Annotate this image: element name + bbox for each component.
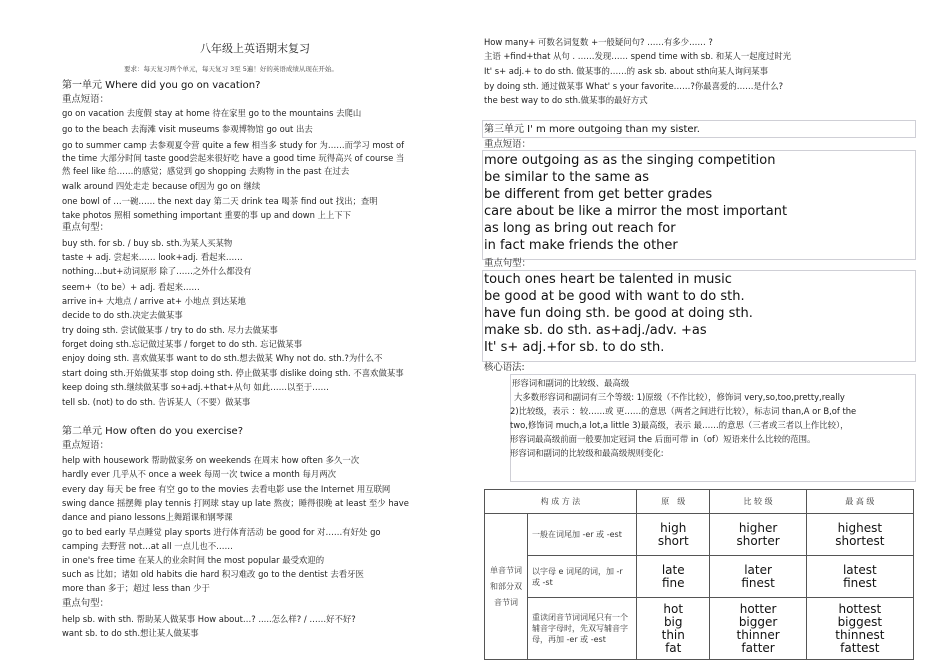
unit1-phrase-line: one bowl of …一碗…… the next day 第二天 drink tea 喝茶 find out 找出；查明	[62, 196, 378, 206]
superlative-cell: highest shortest	[806, 514, 913, 556]
unit2-phrase-line: hardly ever 几乎从不 once a week 每周一次 twice a month 每月两次	[62, 469, 337, 479]
table-header-cell: 原 级	[637, 490, 710, 514]
table-header-cell: 最 高 级	[806, 490, 913, 514]
unit1-phrase-line: go to summer camp 去参观夏令营 quite a few 相当多 study for 为……而学习 most of	[62, 140, 405, 150]
unit2-phrase-line: swing dance 摇摆舞 play tennis 打网球 stay up late 熬夜；睡得很晚 at least 至少 have	[62, 498, 409, 508]
unit2-phrase-line: more than 多于；超过 less than 少于	[62, 583, 210, 593]
unit2-phrase-line: such as 比如；诸如 old habits die hard 积习难改 go to the dentist 去看牙医	[62, 569, 364, 579]
rule-cell: 一般在词尾加 -er 或 -est	[528, 514, 637, 556]
document-subtitle: 要求：每天复习两个单元，每天复习 3至 5遍！好的英语成绩从现在开始。	[124, 65, 338, 73]
unit1-sentences-label: 重点句型：	[62, 222, 109, 233]
unit1-sentence-line: nothing…but+动词原形 除了……之外什么都没有	[62, 266, 252, 276]
unit3-sentence-line: have fun doing sth. be good at doing sth.	[484, 306, 753, 321]
base-form-cell: high short	[637, 514, 710, 556]
unit1-sentence-line: taste + adj. 尝起来…… look+adj. 看起来……	[62, 252, 243, 262]
document-title: 八年级上英语期末复习	[200, 42, 310, 55]
unit3-sentences-label: 重点句型：	[484, 258, 531, 269]
unit1-sentence-line: seem+（to be）+ adj. 看起来……	[62, 282, 200, 292]
unit1-phrase-line: 然 feel like 给……的感觉；感觉到 go shopping 去购物 in the past 在过去	[62, 166, 350, 176]
unit1-heading: 第一单元 Where did you go on vacation?	[62, 80, 261, 91]
table-header-cell: 构 成 方 法	[485, 490, 637, 514]
unit3-phrase-line: in fact make friends the other	[484, 238, 678, 253]
unit2-phrase-line: go to bed early 早点睡觉 play sports 进行体育活动 be good for 对……有好处 go	[62, 527, 381, 537]
right-top-line: 主语 +find+that 从句 . ……发现…… spend time with sb. 和某人一起度过时光	[484, 51, 792, 61]
unit3-phrase-line: care about be like a mirror the most important	[484, 204, 788, 219]
right-top-line: It' s+ adj.+ to do sth. 做某事的……的 ask sb. about sth向某人询问某事	[484, 66, 769, 76]
grammar-label: 核心语法:	[484, 362, 525, 373]
unit2-phrases-label: 重点短语：	[62, 440, 109, 451]
unit1-phrases-label: 重点短语：	[62, 94, 109, 105]
rule-cell: 以字母 e 词尾的词，加 -r 或 -st	[528, 556, 637, 598]
table-row	[485, 556, 914, 598]
grammar-line: 形容词最高级前面一般要加定冠词 the 后面可带 in（of）短语来什么比较的范围。	[510, 434, 816, 444]
unit2-phrase-line: every day 每天 be free 有空 go to the movies 去看电影 use the Internet 用互联网	[62, 484, 391, 494]
grammar-line: two,修饰词 much,a lot,a little 3)最高级，表示 最……的意思（三者或三者以上作比较），	[510, 420, 849, 430]
unit1-sentence-line: buy sth. for sb. / buy sb. sth.为某人买某物	[62, 238, 233, 248]
unit1-phrase-line: go to the beach 去海滩 visit museums 参观博物馆 go out 出去	[62, 124, 313, 134]
unit1-phrase-line: the time 大部分时间 taste good尝起来很好吃 have a good time 玩得高兴 of course 当	[62, 153, 405, 163]
rule-cell: 重读闭音节词词尾只有一个辅音字母时，先双写辅音字母，再加 -er 或 -est	[528, 598, 637, 660]
unit2-sentence-line: want sb. to do sth.想让某人做某事	[62, 628, 199, 638]
grammar-line: 2)比较级，表示 ：较……或 更……的意思（两者之间进行比较），标志词 than,A or B,of the	[510, 406, 857, 416]
unit3-sentence-line: It' s+ adj.+for sb. to do sth.	[484, 340, 665, 355]
comparative-cell: later finest	[710, 556, 806, 598]
table-header-cell: 比 较 级	[710, 490, 806, 514]
unit2-phrase-line: dance and piano lessons上舞蹈课和钢琴课	[62, 512, 233, 522]
unit3-phrases-label: 重点短语：	[484, 139, 531, 150]
unit3-sentence-line: make sb. do sth. as+adj./adv. +as	[484, 323, 707, 338]
unit3-sentence-line: touch ones heart be talented in music	[484, 272, 732, 287]
unit2-phrase-line: in one's free time 在某人的业余时间 the most popular 最受欢迎的	[62, 555, 325, 565]
comparison-table	[484, 489, 914, 660]
unit2-phrase-line: help with housework 帮助做家务 on weekends 在周末 how often 多久一次	[62, 455, 360, 465]
unit1-phrase-line: go on vacation 去度假 stay at home 待在家里 go to the mountains 去爬山	[62, 108, 362, 118]
unit1-sentence-line: enjoy doing sth. 喜欢做某事 want to do sth.想去做某 Why not do. sth.?为什么不	[62, 353, 383, 363]
group-label-cell: 单音节词和部分双音节词	[485, 514, 528, 660]
unit1-phrase-line: walk around 四处走走 because of因为 go on 继续	[62, 181, 261, 191]
unit3-phrase-line: more outgoing as as the singing competition	[484, 153, 776, 168]
unit1-sentence-line: keep doing sth.继续做某事 so+adj.+that+从句 如此……以至于……	[62, 382, 329, 392]
unit2-sentences-label: 重点句型：	[62, 598, 109, 609]
unit3-heading: 第三单元 I' m more outgoing than my sister.	[484, 124, 700, 135]
unit3-sentence-line: be good at be good with want to do sth.	[484, 289, 745, 304]
unit1-sentence-line: decide to do sth.决定去做某事	[62, 310, 183, 320]
unit1-sentence-line: forget doing sth.忘记做过某事 / forget to do sth. 忘记做某事	[62, 339, 302, 349]
unit2-sentence-line: help sb. with sth. 帮助某人做某事 How about…? .....怎么样? / ……好不好?	[62, 614, 356, 624]
unit1-sentence-line: start doing sth.开始做某事 stop doing sth. 停止做某事 dislike doing sth. 不喜欢做某事	[62, 368, 404, 378]
unit3-phrase-line: as long as bring out reach for	[484, 221, 676, 236]
unit1-sentence-line: arrive in+ 大地点 / arrive at+ 小地点 到达某地	[62, 296, 246, 306]
unit3-phrase-line: be different from get better grades	[484, 187, 713, 202]
unit1-sentence-line: tell sb. (not) to do sth. 告诉某人（不要）做某事	[62, 397, 251, 407]
right-top-line: the best way to do sth.做某事的最好方式	[484, 95, 648, 105]
right-top-line: How many+ 可数名词复数 +一般疑问句? ……有多少…… ?	[484, 37, 713, 47]
grammar-line: 大多数形容词和副词有三个等级: 1)原级（不作比较），修饰词 very,so,too,pretty,really	[514, 392, 845, 402]
grammar-line: 形容词和副词的比较级、最高级	[512, 378, 630, 388]
unit3-phrase-line: be similar to the same as	[484, 170, 650, 185]
unit1-phrase-line: take photos 照相 something important 重要的事 up and down 上上下下	[62, 210, 352, 220]
right-top-line: by doing sth. 通过做某事 What' s your favorite……?你最喜爱的……是什么?	[484, 81, 784, 91]
superlative-cell: latest finest	[806, 556, 913, 598]
comparative-cell: higher shorter	[710, 514, 806, 556]
base-form-cell: late fine	[637, 556, 710, 598]
unit1-sentence-line: try doing sth. 尝试做某事 / try to do sth. 尽力去做某事	[62, 325, 278, 335]
superlative-cell: hottest biggest thinnest fattest	[806, 598, 913, 660]
base-form-cell: hot big thin fat	[637, 598, 710, 660]
comparative-cell: hotter bigger thinner fatter	[710, 598, 806, 660]
table-row	[485, 514, 914, 556]
unit2-phrase-line: camping 去野营 not…at all 一点儿也不……	[62, 541, 233, 551]
table-row	[485, 598, 914, 660]
table-header-row	[485, 490, 914, 514]
grammar-line: 形容词和副词的比较级和最高级规则变化:	[510, 448, 664, 458]
unit2-heading: 第二单元 How often do you exercise?	[62, 426, 244, 437]
